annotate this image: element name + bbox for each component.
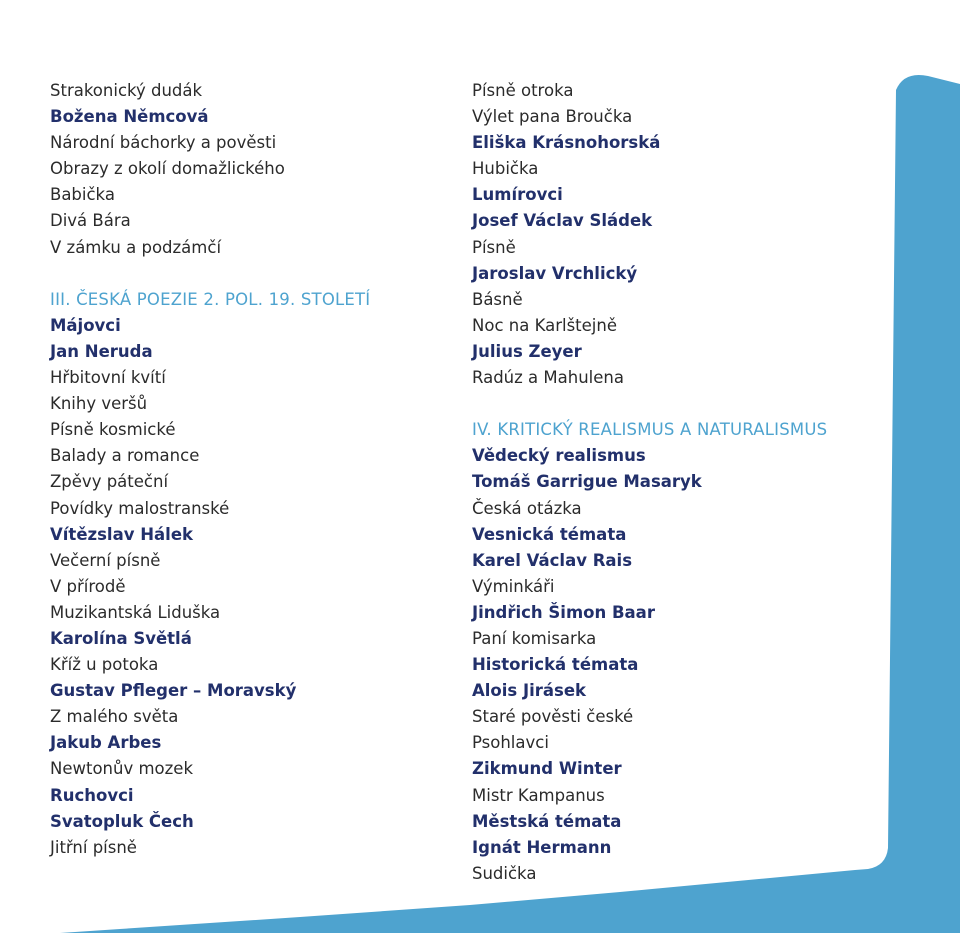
section-heading: IV. KRITICKÝ REALISMUS A NATURALISMUS [472, 420, 828, 440]
section-spacer [472, 391, 827, 417]
work-title: Hubička [472, 159, 539, 179]
author-heading: Jindřich Šimon Baar [472, 602, 655, 622]
right-column-list [472, 78, 827, 887]
work-title: Básně [472, 289, 523, 309]
section-heading: III. ČESKÁ POEZIE 2. POL. 19. STOLETÍ [50, 289, 371, 309]
author-heading: Vítězslav Hálek [50, 524, 193, 544]
work-title: Kříž u potoka [50, 655, 159, 675]
author-heading: Májovci [50, 315, 121, 335]
author-heading: Zikmund Winter [472, 759, 622, 779]
work-title: Písně [472, 237, 516, 257]
work-title: Výminkáři [472, 576, 555, 596]
author-heading: Ruchovci [50, 785, 134, 805]
work-title: Hřbitovní kvítí [50, 368, 166, 388]
author-heading: Ignát Hermann [472, 837, 612, 857]
work-title: Divá Bára [50, 211, 131, 231]
work-title: Jitřní písně [50, 837, 137, 857]
work-title: V zámku a podzámčí [50, 237, 222, 257]
work-title: Mistr Kampanus [472, 785, 605, 805]
work-title: Noc na Karlštejně [472, 315, 617, 335]
work-title: Česká otázka [472, 498, 582, 518]
work-title: Staré pověsti české [472, 707, 634, 727]
work-title: Z malého světa [50, 707, 179, 727]
author-heading: Vesnická témata [472, 524, 627, 544]
author-heading: Karel Václav Rais [472, 550, 633, 570]
author-heading: Eliška Krásnohorská [472, 133, 661, 153]
work-title: Písně kosmické [50, 420, 176, 440]
work-title: Výlet pana Broučka [472, 107, 633, 127]
author-heading: Julius Zeyer [472, 341, 582, 361]
work-title: Povídky malostranské [50, 498, 230, 518]
author-heading: Gustav Pfleger – Moravský [50, 681, 297, 701]
work-title: Paní komisarka [472, 628, 597, 648]
work-title: Babička [50, 185, 115, 205]
author-heading: Božena Němcová [50, 107, 209, 127]
left-column-list [50, 78, 370, 861]
work-title: Newtonův mozek [50, 759, 194, 779]
work-title: Národní báchorky a pověsti [50, 133, 277, 153]
work-title: Sudička [472, 863, 537, 883]
work-title: Strakonický dudák [50, 81, 203, 100]
work-title: Psohlavci [472, 733, 549, 753]
author-heading: Karolína Světlá [50, 628, 192, 648]
work-title: Balady a romance [50, 446, 200, 466]
work-title: Muzikantská Liduška [50, 602, 221, 622]
work-title: Večerní písně [50, 550, 161, 570]
author-heading: Jaroslav Vrchlický [472, 263, 638, 283]
author-heading: Historická témata [472, 655, 639, 675]
author-heading: Městská témata [472, 811, 622, 831]
author-heading: Tomáš Garrigue Masaryk [472, 472, 702, 492]
author-heading: Josef Václav Sládek [472, 211, 653, 231]
page-number: 13 [908, 50, 942, 74]
work-title: Obrazy z okolí domažlického [50, 159, 285, 179]
work-title: V přírodě [50, 576, 126, 596]
author-heading: Jakub Arbes [50, 733, 162, 753]
section-spacer [50, 261, 370, 287]
author-heading: Vědecký realismus [472, 446, 646, 466]
work-title: Knihy veršů [50, 394, 148, 414]
author-heading: Lumírovci [472, 185, 563, 205]
author-heading: Svatopluk Čech [50, 811, 194, 831]
author-heading: Alois Jirásek [472, 681, 587, 701]
work-title: Radúz a Mahulena [472, 368, 624, 388]
author-heading: Jan Neruda [50, 341, 153, 361]
work-title: Zpěvy páteční [50, 472, 169, 492]
work-title: Písně otroka [472, 81, 574, 100]
